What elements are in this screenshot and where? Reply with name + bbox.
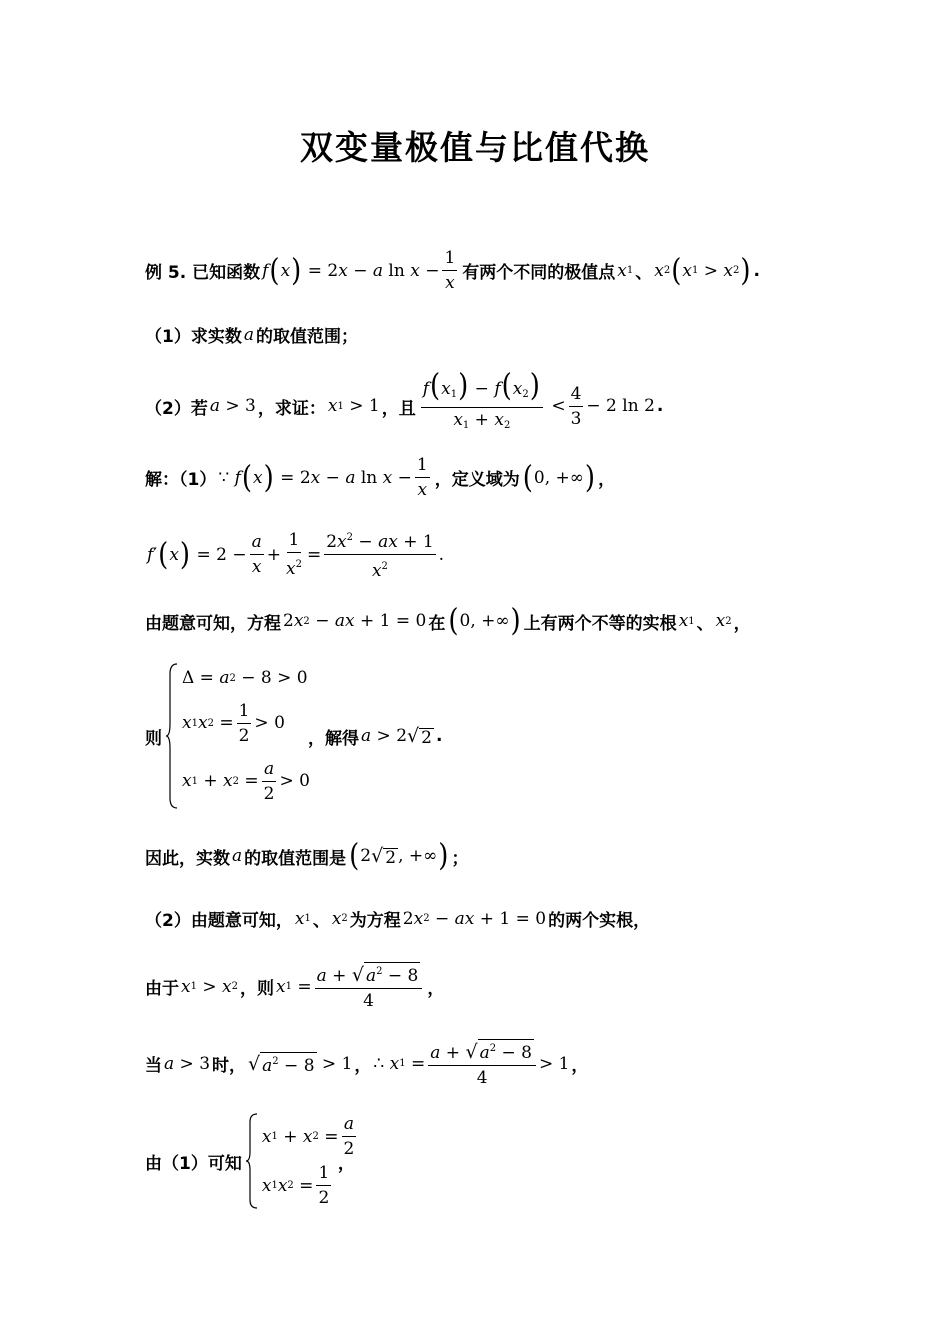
- range-conclusion: 因此，实数 a 的取值范围是 ( 2 √ 2 , +∞ ) ；: [145, 838, 469, 874]
- equation-statement: 由题意可知，方程 2 x 2 − ax + 1 = 0 在 ( 0, +∞ ) 上有两个不等的实根 x 1 、 x 2 ，: [145, 603, 751, 639]
- question-1: （1）求实数 a 的取值范围；: [145, 324, 358, 347]
- derivative-formula: f ′ ( x ) = 2 − $\frac{a}{x}$ + $\frac{1}{x^2}$ = $\frac{2x^2 - ax + 1}{x^2}$ .: [147, 530, 445, 581]
- left-brace-icon: [246, 1112, 258, 1210]
- question-2: （2）若 a > 3 ，求证： x 1 > 1 ，且 $\frac{f(x_1) - f(x_2)}{x_1 + x_2}$ < $\frac{4}{3}$ − 2 ln 2 .: [145, 376, 663, 436]
- brace-system-2: x 1 + x 2 = $\frac{a}{2}$ x 1 x 2 = $\frac{1}{2}$: [246, 1112, 338, 1210]
- solution-part-1: 解：（1） ∵ f ( x ) = 2 x − a ln x − $\frac{1}{x}$ ，定义域为 ( 0, +∞ ) ，: [145, 455, 616, 500]
- root-bound: 当 a > 3 时， √ $a^2 - 8$ > 1 ， ∴ x 1 = a + √ $a^2 - 8$ 4 > 1 ，: [145, 1041, 589, 1088]
- function-definition: f ( x ) = 2 x − a ln x − $\frac{1}{x}$: [262, 248, 456, 293]
- brace-system: Δ = a 2 − 8 > 0 x 1 x 2 = $\frac{1}{2}$ > 0 x 1 + x 2 = $\frac{a}{2}$ > 0: [166, 662, 286, 810]
- solution-part-2: （2）由题意可知， x 1 、 x 2 为方程 2 x 2 − ax + 1 = 0 的两个实根，: [145, 908, 651, 931]
- left-brace-icon: [166, 662, 178, 810]
- page-title: 双变量极值与比值代换: [300, 128, 650, 167]
- inequality-to-prove: $\frac{f(x_1) - f(x_2)}{x_1 + x_2}$ < $\frac{4}{3}$ − 2 ln 2: [422, 368, 655, 431]
- conditions-system: 则 Δ = a 2 − 8 > 0 x 1 x 2 = $\frac{1}{2}$ > 0 x 1 + x 2 = $\frac{a}{2}$ > 0 ，解得 a > 2 √ 2 .: [145, 662, 442, 810]
- example-statement: 例 5. 已知函数 f ( x ) = 2 x − a ln x − $\frac{1}{x}$ 有两个不同的极值点 x 1 、 x 2 ( x 1 > x 2 ) .: [145, 248, 760, 293]
- root-expression: 由于 x 1 > x 2 ，则 x 1 = a + √ $a^2 - 8$ 4 ，: [145, 964, 445, 1011]
- vieta-system: 由（1）可知 x 1 + x 2 = $\frac{a}{2}$ x 1 x 2 = $\frac{1}{2}$ ，: [145, 1114, 355, 1208]
